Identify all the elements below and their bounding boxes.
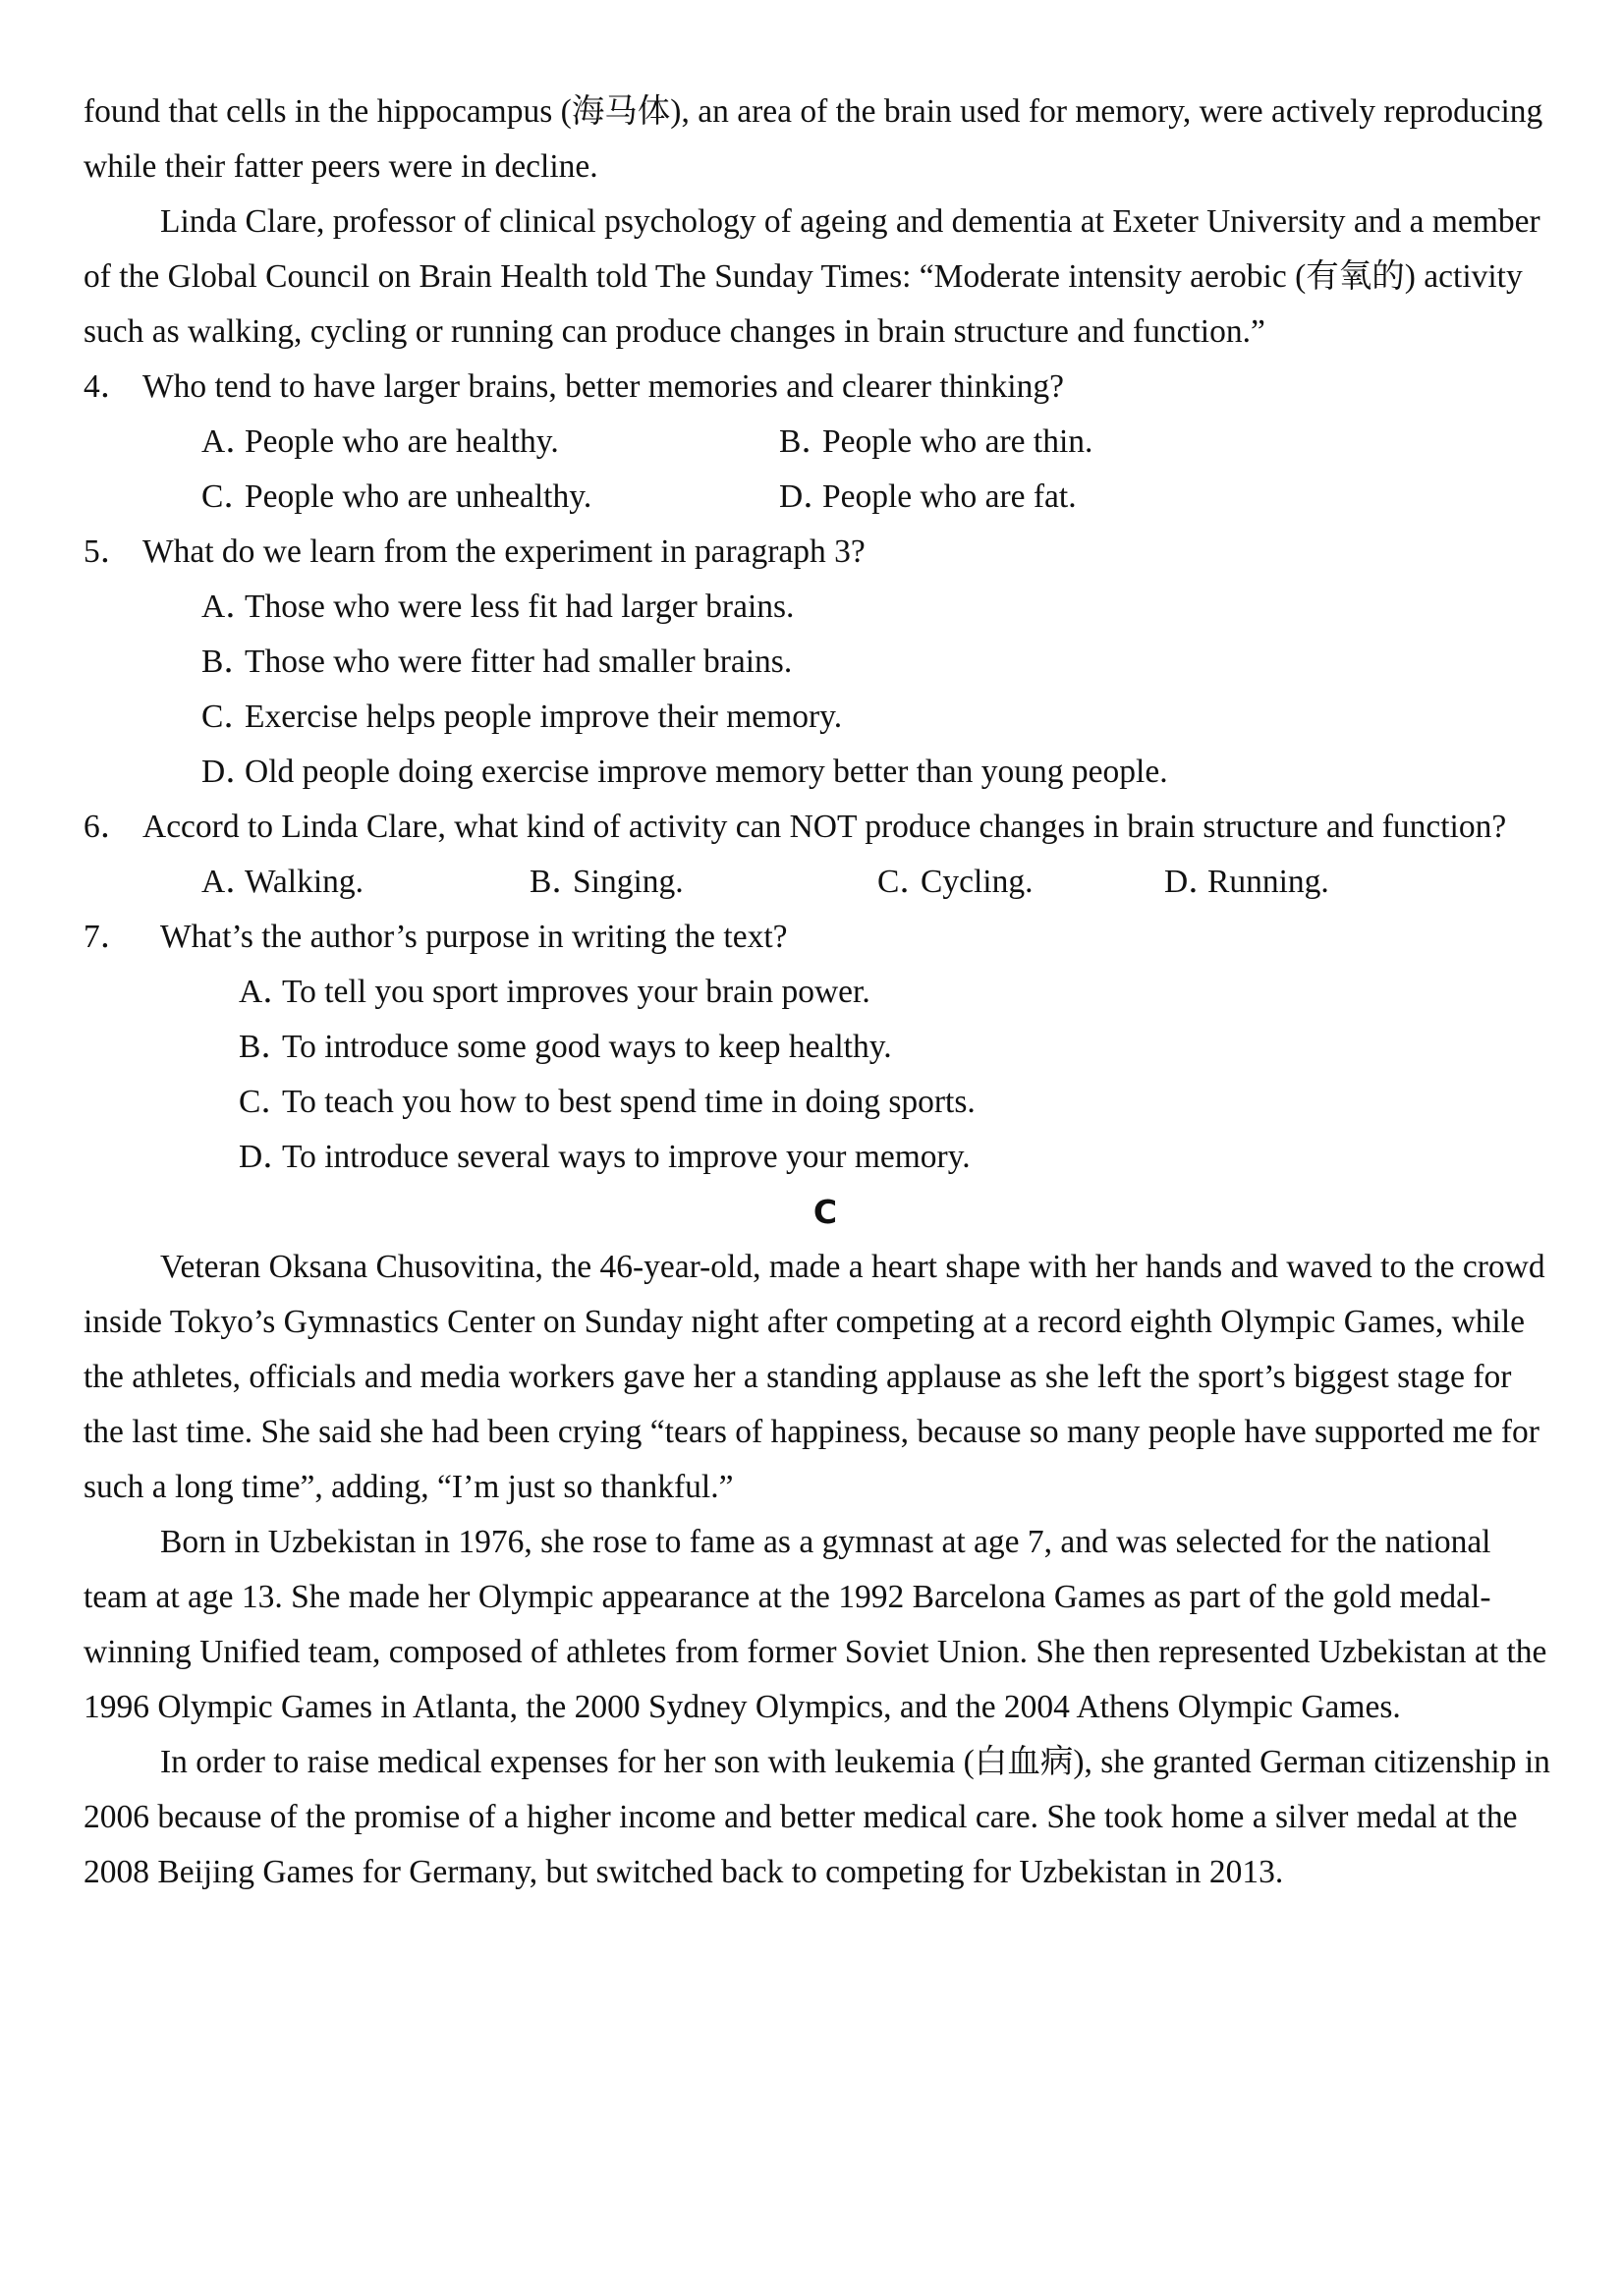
option-b [84, 635, 1557, 690]
option-letter: C． [877, 864, 932, 900]
option-letter: D． [201, 754, 258, 790]
question-stem [84, 525, 1557, 580]
option-letter: A． [201, 864, 258, 900]
option-text: Exercise helps people improve their memory. [245, 699, 843, 735]
passage-paragraph: found that cells in the hippocampus (海马体), an area of the brain used for memory, were actively reproducing while their fatter peers were in decline. [84, 93, 1543, 185]
option-text: Running. [1207, 864, 1329, 900]
option-b [530, 855, 877, 910]
option-letter: D． [779, 478, 836, 515]
question-stem [84, 360, 1557, 415]
question-5 [84, 525, 1557, 800]
option-c [84, 690, 1557, 745]
option-d [84, 745, 1557, 800]
option-b [84, 1020, 1557, 1075]
question-number: 7． [84, 919, 134, 955]
options-row [84, 415, 1557, 470]
option-letter: A． [239, 974, 296, 1010]
passage-paragraph: In order to raise medical expenses for her son with leukemia (白血病), she granted German citizenship in 2006 because of the promise of a higher income and better medical care. She took home a silver medal at the 2008 Beijing Games for Germany, but switched back to competing for Uzbekistan in 2013. [84, 1744, 1550, 1890]
option-letter: C． [239, 1084, 294, 1120]
option-text: To teach you how to best spend time in doing sports. [282, 1084, 976, 1120]
option-letter: D． [239, 1139, 296, 1175]
option-d [779, 470, 1357, 525]
question-number: 4． [84, 368, 134, 405]
question-text: What’s the author’s purpose in writing the text? [160, 919, 788, 955]
option-c [877, 855, 1164, 910]
option-text: Those who were less fit had larger brains. [245, 588, 795, 625]
option-letter: B． [201, 644, 256, 680]
question-stem [84, 910, 1557, 965]
option-text: Those who were fitter had smaller brains. [245, 644, 793, 680]
question-4 [84, 360, 1557, 525]
option-a [201, 855, 530, 910]
option-b [779, 415, 1357, 470]
exam-page [84, 84, 1557, 1900]
option-text: Walking. [245, 864, 364, 900]
question-6 [84, 800, 1557, 910]
option-text: People who are unhealthy. [245, 478, 592, 515]
passage-paragraph: Born in Uzbekistan in 1976, she rose to fame as a gymnast at age 7, and was selected for the national team at age 13. She made her Olympic appearance at the 1992 Barcelona Games as part of the gold medal-winning Unified team, composed of athletes from former Soviet Union. She then represented Uzbekistan at the 1996 Olympic Games in Atlanta, the 2000 Sydney Olympics, and the 2004 Athens Olympic Games. [84, 1524, 1547, 1725]
question-text: Accord to Linda Clare, what kind of activity can NOT produce changes in brain structure and function? [142, 809, 1507, 845]
option-text: Cycling. [921, 864, 1034, 900]
option-a [84, 965, 1557, 1020]
option-letter: A． [201, 588, 258, 625]
option-letter: B． [530, 864, 585, 900]
question-stem [84, 800, 1557, 855]
option-a [201, 415, 779, 470]
question-text: What do we learn from the experiment in paragraph 3? [142, 533, 866, 570]
section-title: C [812, 1193, 838, 1231]
option-text: People who are thin. [822, 423, 1093, 460]
option-text: To introduce some good ways to keep healthy. [282, 1029, 892, 1065]
option-letter: B． [779, 423, 834, 460]
passage-paragraph: Linda Clare, professor of clinical psychology of ageing and dementia at Exeter University and a member of the Global Council on Brain Health told The Sunday Times: “Moderate intensity aerobic (有氧的) activity such as walking, cycling or running can produce changes in brain structure and function.” [84, 203, 1540, 350]
options-row [84, 470, 1557, 525]
question-number: 5． [84, 533, 134, 570]
options-row [84, 855, 1557, 910]
option-a [84, 580, 1557, 635]
option-letter: D． [1164, 864, 1221, 900]
option-text: People who are fat. [822, 478, 1077, 515]
option-text: Singing. [573, 864, 684, 900]
option-letter: A． [201, 423, 258, 460]
option-c [201, 470, 779, 525]
option-d [84, 1130, 1557, 1185]
option-text: To tell you sport improves your brain power. [282, 974, 870, 1010]
question-text: Who tend to have larger brains, better memories and clearer thinking? [142, 368, 1064, 405]
option-text: People who are healthy. [245, 423, 559, 460]
question-number: 6． [84, 809, 134, 845]
option-d [1164, 855, 1329, 910]
option-letter: C． [201, 478, 256, 515]
passage-paragraph: Veteran Oksana Chusovitina, the 46-year-old, made a heart shape with her hands and waved to the crowd inside Tokyo’s Gymnastics Center on Sunday night after competing at a record eighth Olympic Games, while the athletes, officials and media workers gave her a standing applause as she left the sport’s biggest stage for the last time. She said she had been crying “tears of happiness, because so many people have supported me for such a long time”, adding, “I’m just so thankful.” [84, 1249, 1545, 1505]
option-text: Old people doing exercise improve memory better than young people. [245, 754, 1168, 790]
option-c [84, 1075, 1557, 1130]
option-letter: C． [201, 699, 256, 735]
option-letter: B． [239, 1029, 294, 1065]
question-7 [84, 910, 1557, 1185]
option-text: To introduce several ways to improve your memory. [282, 1139, 971, 1175]
